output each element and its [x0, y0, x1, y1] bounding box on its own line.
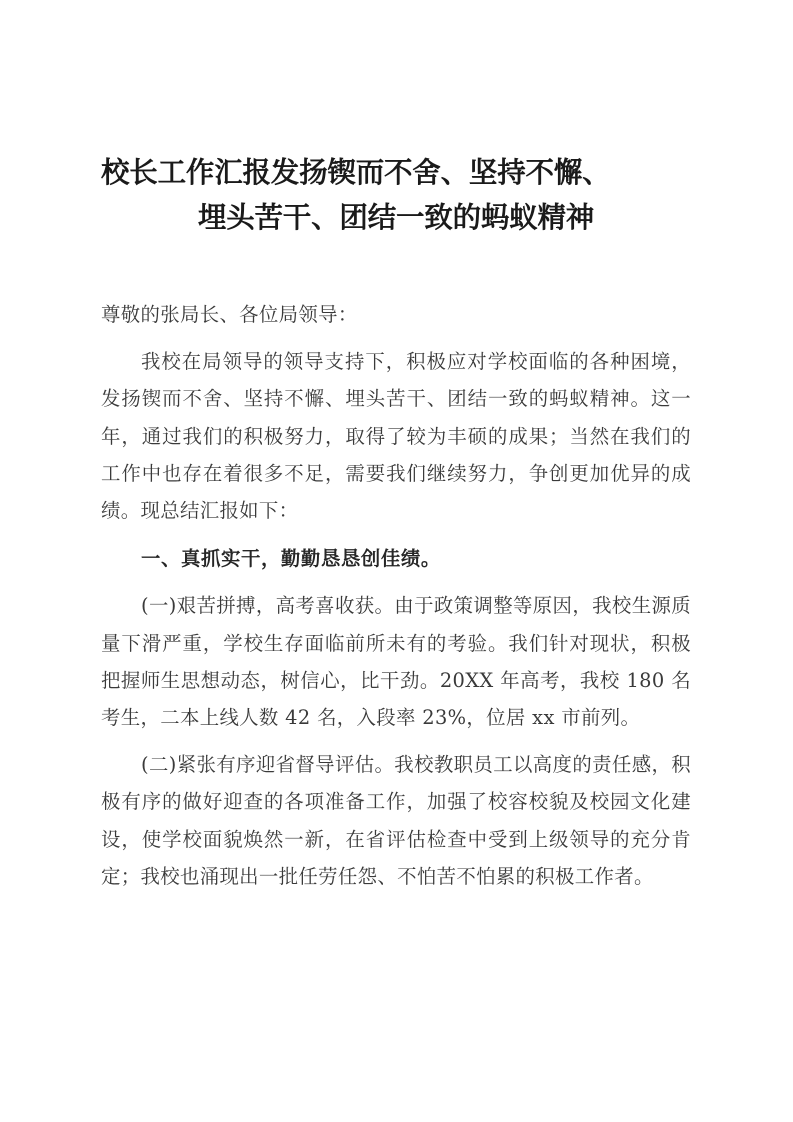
paragraph-opening: 我校在局领导的领导支持下，积极应对学校面临的各种困境，发扬锲而不舍、坚持不懈、埋头苦干、团结一致的蚂蚁精神。这一年，通过我们的积极努力，取得了较为丰硕的成果；当然在我们的工作中也存在着很多不足，需要我们继续努力，争创更加优异的成绩。现总结汇报如下： [101, 350, 691, 523]
section-heading-1: 一、真抓实干，勤勤恳恳创佳绩。 [141, 547, 441, 571]
page-title-line-2: 埋头苦干、团结一致的蚂蚁精神 [197, 201, 595, 234]
page-title-line-1: 校长工作汇报发扬锲而不舍、坚持不懈、 [101, 156, 611, 189]
salutation: 尊敬的张局长、各位局领导： [101, 303, 358, 326]
page-title [101, 150, 691, 240]
document-content [101, 150, 691, 895]
paragraph-item-1: (一)艰苦拼搏，高考喜收获。由于政策调整等原因，我校生源质量下滑严重，学校生存面临前所未有的考验。我们针对现状，积极把握师生思想动态，树信心，比干劲。20XX 年高考，我校 180 名考生，二本上线人数 42 名，入段率 23%，位居 xx 市前列。 [101, 594, 691, 730]
paragraph-item-2: (二)紧张有序迎省督导评估。我校教职员工以高度的责任感，积极有序的做好迎查的各项准备工作，加强了校容校貌及校园文化建设，使学校面貌焕然一新，在省评估检查中受到上级领导的充分肯定；我校也涌现出一批任劳任怨、不怕苦不怕累的积极工作者。 [101, 753, 691, 888]
